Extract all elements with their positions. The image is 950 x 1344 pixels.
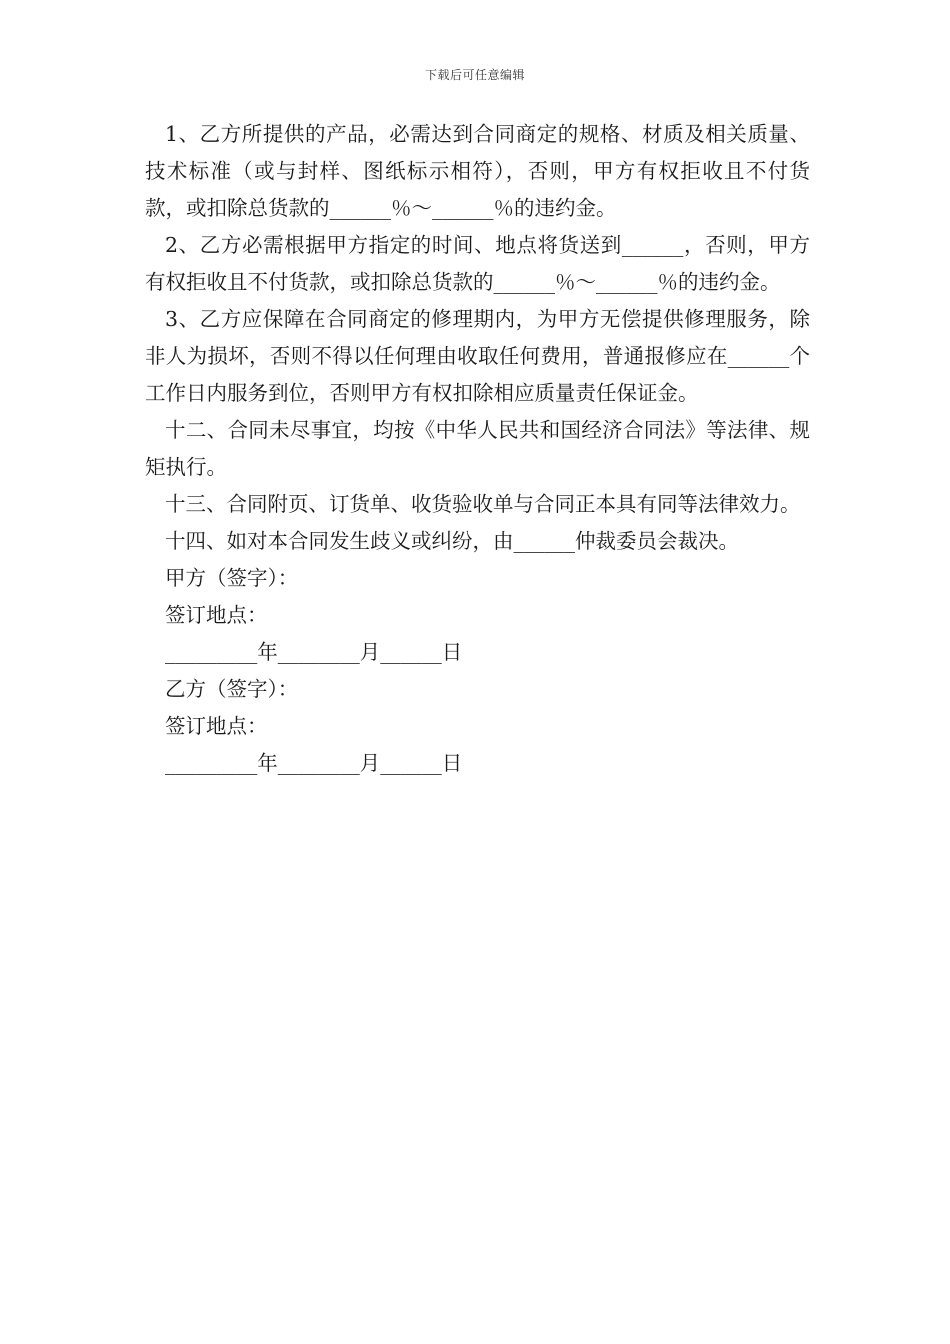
clause-fourteen: 十四、如对本合同发生歧义或纠纷，由______仲裁委员会裁决。 [165, 529, 739, 553]
clause-delivery: 2、乙方必需根据甲方指定的时间、地点将货送到______，否则，甲方有权拒收且不付货款，或扣除总货款的______％～______％的违约金。 [145, 233, 810, 294]
party-b-signing-date: _________年________月______日 [165, 751, 463, 775]
party-b-signing-place: 签订地点： [165, 714, 268, 738]
clause-quality: 1、乙方所提供的产品，必需达到合同商定的规格、材质及相关质量、技术标准（或与封样、图纸标示相符），否则，甲方有权拒收且不付货款，或扣除总货款的______％～______％的违约金。 [145, 122, 810, 220]
signature-block-party-a [145, 560, 810, 671]
clause-thirteen: 十三、合同附页、订货单、收货验收单与合同正本具有同等法律效力。 [165, 492, 801, 516]
signature-block-party-b [145, 671, 810, 782]
party-b-signature-label: 乙方（签字）： [165, 677, 299, 701]
party-a-signing-place: 签订地点： [165, 603, 268, 627]
party-a-signing-date: _________年________月______日 [165, 640, 463, 664]
page-header-note: 下载后可任意编辑 [424, 68, 525, 82]
clause-twelve: 十二、合同未尽事宜，均按《中华人民共和国经济合同法》等法律、规矩执行。 [145, 418, 810, 479]
contract-body [145, 116, 810, 782]
clause-repair: 3、乙方应保障在合同商定的修理期内，为甲方无偿提供修理服务，除非人为损坏，否则不得以任何理由收取任何费用，普通报修应在______个工作日内服务到位，否则甲方有权扣除相应质量责任保证金。 [145, 307, 810, 405]
party-a-signature-label: 甲方（签字）： [165, 566, 299, 590]
